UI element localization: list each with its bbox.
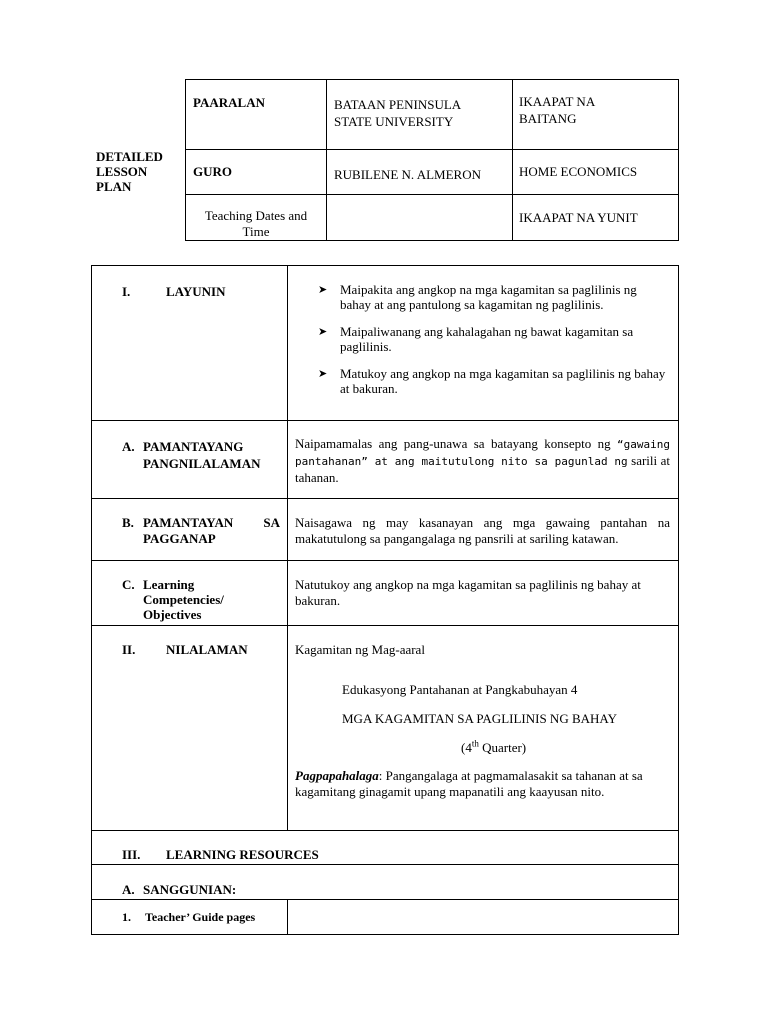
header-cell-label-1 xyxy=(186,80,327,150)
arrow-bullet-icon: ➤ xyxy=(318,368,328,380)
side-title-line-3: PLAN xyxy=(96,179,132,194)
sanggunian-cell xyxy=(92,865,679,900)
pamantayang-label-cell xyxy=(92,421,288,499)
lesson-plan-table xyxy=(91,265,679,935)
row-layunin xyxy=(92,266,679,421)
competencies-label-cell xyxy=(92,561,288,626)
quarter-open: (4 xyxy=(461,740,472,755)
layunin-bullet xyxy=(318,324,670,354)
header-table xyxy=(185,79,679,241)
side-title xyxy=(96,149,186,194)
paaralan-label: PAARALAN xyxy=(193,95,265,110)
competencies-label-line-2: Competencies/ xyxy=(143,592,224,607)
row-pamantayang-pangnilalaman xyxy=(92,421,679,499)
school-name: BATAAN PENINSULA STATE UNIVERSITY xyxy=(334,97,461,129)
row-learning-competencies xyxy=(92,561,679,626)
layunin-label: LAYUNIN xyxy=(166,284,226,299)
pagganap-label-line-1: PAMANTAYAN SA xyxy=(143,515,280,530)
resources-label: LEARNING RESOURCES xyxy=(166,847,319,862)
teacher-name: RUBILENE N. ALMERON xyxy=(334,167,481,182)
pagganap-text: Naisagawa ng may kasanayan ang mga gawaing pantahan na makatutulong sa pangangalaga ng pansrili at sariling katawan. xyxy=(295,515,670,546)
row-sanggunian xyxy=(92,865,679,900)
arrow-bullet-icon: ➤ xyxy=(318,284,328,296)
quarter-sup: th xyxy=(471,738,479,749)
header-cell-value-1 xyxy=(327,80,513,150)
pamantayang-number: A. xyxy=(122,439,135,454)
layunin-bullet-text: Matukoy ang angkop na mga kagamitan sa paglilinis ng bahay at bakuran. xyxy=(340,366,666,396)
row-learning-resources xyxy=(92,831,679,865)
header-cell-value-2 xyxy=(327,150,513,195)
unit: IKAAPAT NA YUNIT xyxy=(519,210,638,225)
side-title-line-1: DETAILED xyxy=(96,149,163,164)
header-cell-extra-2 xyxy=(513,150,679,195)
kagamitan-label: Kagamitan ng Mag-aaral xyxy=(295,642,425,657)
header-cell-value-3 xyxy=(327,195,513,241)
competencies-label-line-1: Learning xyxy=(143,577,195,592)
tg-label: Teacher’ Guide pages xyxy=(145,910,256,924)
nilalaman-number: II. xyxy=(122,642,136,657)
resources-number: III. xyxy=(122,847,141,862)
pagganap-label-cell xyxy=(92,499,288,561)
pagganap-number: B. xyxy=(122,515,134,530)
layunin-content-cell xyxy=(288,266,679,421)
layunin-bullet xyxy=(318,366,670,396)
nilalaman-label: NILALAMAN xyxy=(166,642,248,657)
header-cell-label-3 xyxy=(186,195,327,241)
layunin-bullet-text: Maipaliwanang ang kahalagahan ng bawat kagamitan sa paglilinis. xyxy=(340,324,634,354)
tg-content-cell xyxy=(288,900,679,935)
competencies-content-cell xyxy=(288,561,679,626)
pagganap-label-line-2: PAGGANAP xyxy=(143,531,216,546)
layunin-number: I. xyxy=(122,284,131,299)
layunin-label-cell xyxy=(92,266,288,421)
quarter-label xyxy=(295,740,670,756)
header-cell-extra-3 xyxy=(513,195,679,241)
guro-label: GURO xyxy=(193,164,232,179)
row-nilalaman xyxy=(92,626,679,831)
tg-number: 1. xyxy=(122,910,131,924)
book-title: Edukasyong Pantahanan at Pangkabuhayan 4 xyxy=(342,682,578,697)
teaching-dates-label: Teaching Dates and Time xyxy=(204,208,308,239)
sanggunian-number: A. xyxy=(122,882,135,897)
topic-title: MGA KAGAMITAN SA PAGLILINIS NG BAHAY xyxy=(342,711,617,726)
row-pamantayan-sa-pagganap xyxy=(92,499,679,561)
pamantayang-text-b: “gawaing pantahanan” at ang maitutulong nito sa pagunlad ng xyxy=(295,438,670,468)
pamantayang-text-a: Naipamamalas ang pang-unawa sa batayang konsepto ng xyxy=(295,436,618,451)
pamantayang-text-c: sarili at tahanan. xyxy=(295,453,670,485)
subject: HOME ECONOMICS xyxy=(519,164,638,179)
competencies-label-line-3: Objectives xyxy=(143,607,202,622)
header-cell-extra-1 xyxy=(513,80,679,150)
pagganap-content-cell xyxy=(288,499,679,561)
pamantayang-label-line-1: PAMANTAYANG xyxy=(143,439,244,454)
quarter-close: Quarter) xyxy=(478,740,527,755)
pagpapahalaga-label: Pagpapahalaga xyxy=(295,768,379,783)
sanggunian-label: SANGGUNIAN: xyxy=(143,882,237,897)
nilalaman-content-cell xyxy=(288,626,679,831)
row-teacher-guide xyxy=(92,900,679,935)
resources-cell xyxy=(92,831,679,865)
pagpapahalaga-text: : Pangangalaga at pagmamalasakit sa tahanan at sa kagamitang ginagamit upang mapanatili ang kaayusan nito. xyxy=(295,768,643,799)
competencies-number: C. xyxy=(122,577,135,592)
pagpapahalaga xyxy=(295,768,670,800)
grade-level: IKAAPAT NA BAITANG xyxy=(519,94,595,126)
layunin-bullet-text: Maipakita ang angkop na mga kagamitan sa paglilinis ng bahay at ang pantulong sa kagamitan ng paglilinis. xyxy=(340,282,637,312)
pamantayang-label-line-2: PANGNILALAMAN xyxy=(143,456,261,471)
nilalaman-label-cell xyxy=(92,626,288,831)
pamantayang-content-cell xyxy=(288,421,679,499)
arrow-bullet-icon: ➤ xyxy=(318,326,328,338)
layunin-bullet xyxy=(318,282,670,312)
side-title-line-2: LESSON xyxy=(96,164,148,179)
tg-label-cell xyxy=(92,900,288,935)
header-cell-label-2 xyxy=(186,150,327,195)
competencies-text: Natutukoy ang angkop na mga kagamitan sa paglilinis ng bahay at bakuran. xyxy=(295,577,641,608)
